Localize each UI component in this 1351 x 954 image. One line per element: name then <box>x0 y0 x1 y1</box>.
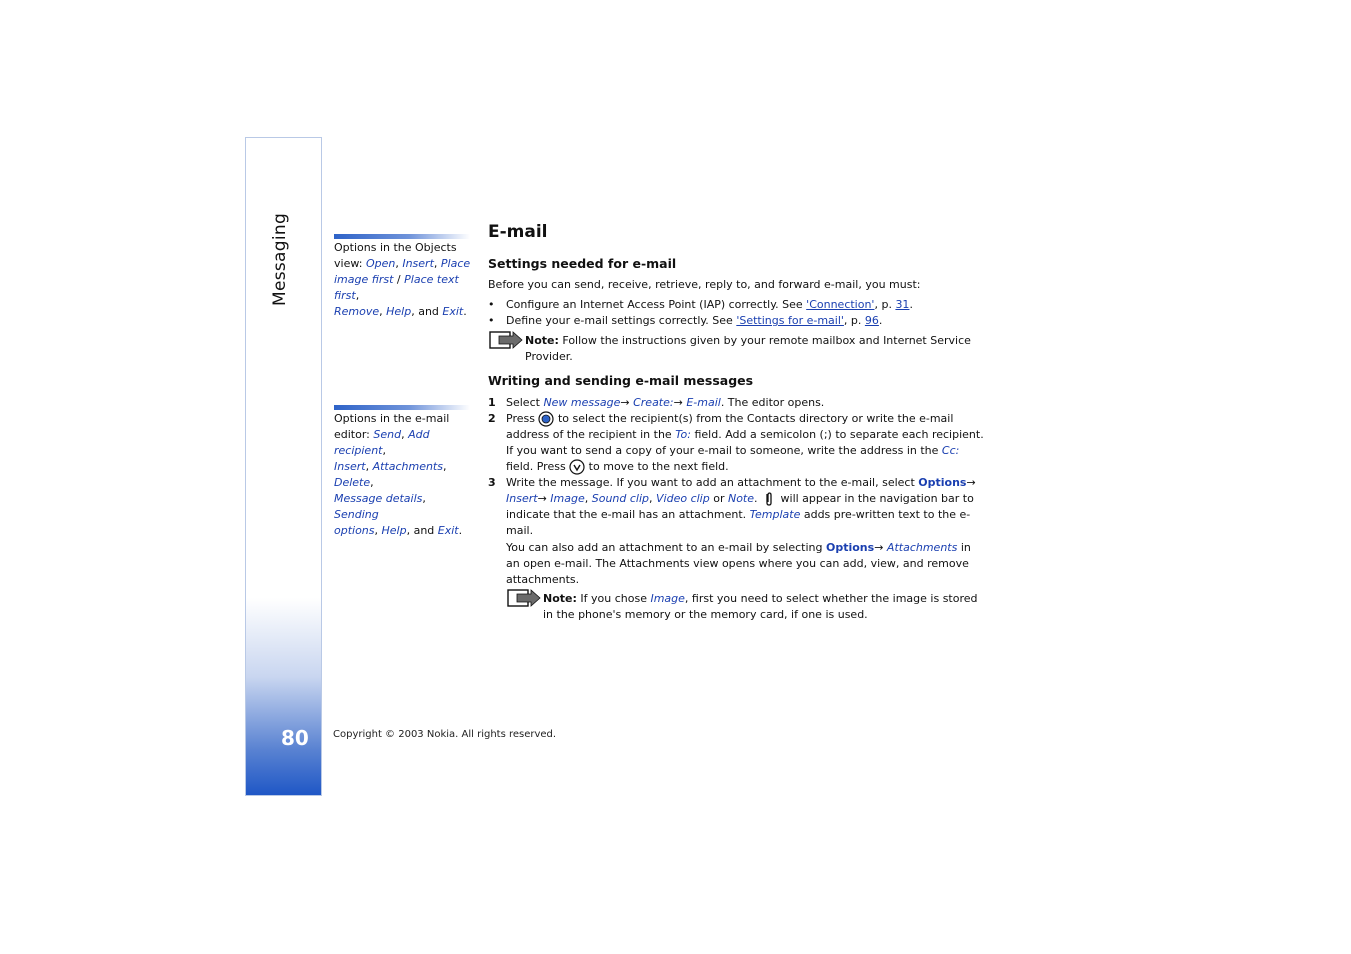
section-tab-title: Messaging <box>270 212 290 306</box>
link-page-31[interactable]: 31 <box>895 298 910 311</box>
list-item: • Configure an Internet Access Point (IAP) correctly. See 'Connection', p. 31. <box>488 298 913 311</box>
step-3-text: attachments. <box>506 573 580 586</box>
option-place-text-first: Place text first <box>334 273 459 302</box>
note-arrow-icon <box>507 589 541 607</box>
note-text: Note: Follow the instructions given by your remote mailbox and Internet Service <box>525 334 971 347</box>
step-3-text: Insert→ Image, Sound clip, Video clip or Note. will appear in the navigation bar to <box>506 492 974 505</box>
option-insert: Insert <box>402 257 434 270</box>
option-exit: Exit <box>442 305 464 318</box>
note-text: view: <box>334 257 366 270</box>
step-2: 2 Press to select the recipient(s) from the Contacts directory or write the e-mail <box>488 412 954 425</box>
option-attachments: Attachments <box>372 460 443 473</box>
sidebar-note-bar <box>334 234 470 239</box>
settings-intro: Before you can send, receive, retrieve, reply to, and forward e-mail, you must: <box>488 278 921 291</box>
joystick-icon <box>569 459 585 475</box>
option-sending: Sending <box>334 508 379 521</box>
section-heading-writing: Writing and sending e-mail messages <box>488 373 754 388</box>
link-settings-for-email[interactable]: 'Settings for e-mail' <box>736 314 844 327</box>
link-page-96[interactable]: 96 <box>864 314 879 327</box>
option-open: Open <box>365 257 396 270</box>
step-2-text: field. Press to move to the next field. <box>506 460 729 473</box>
option-send: Send <box>373 428 402 441</box>
note-text: editor: <box>334 428 374 441</box>
option-help: Help <box>386 305 412 318</box>
step-3-text: an open e-mail. The Attachments view opens where you can add, view, and remove <box>506 557 969 570</box>
note-text: Note: If you chose Image, first you need to select whether the image is stored <box>543 592 978 605</box>
option-help: Help <box>381 524 407 537</box>
option-exit: Exit <box>437 524 459 537</box>
note-text: Options in the Objects <box>334 241 457 254</box>
step-2-text: If you want to send a copy of your e-mail to someone, write the address in the Cc: <box>506 444 960 457</box>
option-image-first: image first <box>334 273 394 286</box>
option-insert: Insert <box>334 460 366 473</box>
note-arrow-icon <box>489 331 523 349</box>
note-text: Options in the e-mail <box>334 412 450 425</box>
step-2-text: address of the recipient in the To: field. Add a semicolon (;) to separate each recipient. <box>506 428 984 441</box>
option-place: Place <box>440 257 471 270</box>
option-message-details: Message details <box>334 492 423 505</box>
page-number: 80 <box>281 726 309 750</box>
section-heading-settings: Settings needed for e-mail <box>488 256 677 271</box>
sidebar-note-objects-options: Options in the Objects view: Open, Insert, Place image first / Place text first, Remove, Help, and Exit. <box>334 241 471 318</box>
sidebar-note-bar <box>334 405 470 410</box>
step-3-text: mail. <box>506 524 534 537</box>
copyright: Copyright © 2003 Nokia. All rights reserved. <box>333 729 557 740</box>
paperclip-icon <box>761 491 777 507</box>
note-text: in the phone's memory or the memory card, if one is used. <box>543 608 868 621</box>
option-delete: Delete <box>334 476 371 489</box>
option-add-recipient: Add recipient <box>334 428 430 457</box>
step-3-text: indicate that the e-mail has an attachment. Template adds pre-written text to the e- <box>506 508 971 521</box>
option-sending-options: options <box>334 524 375 537</box>
step-1: 1 Select New message→ Create:→ E-mail. The editor opens. <box>488 396 825 409</box>
step-3-text: You can also add an attachment to an e-mail by selecting Options→ Attachments in <box>506 541 971 554</box>
note-text: Provider. <box>525 350 573 363</box>
joystick-icon <box>538 411 554 427</box>
sidebar-note-editor-options: Options in the e-mail editor: Send, Add recipient, Insert, Attachments, Delete, Message details, Sending options, Help, and Exit. <box>334 412 463 537</box>
list-item: • Define your e-mail settings correctly. See 'Settings for e-mail', p. 96. <box>488 314 883 327</box>
link-connection[interactable]: 'Connection' <box>806 298 875 311</box>
step-3: 3 Write the message. If you want to add an attachment to the e-mail, select Options→ <box>488 476 976 489</box>
option-remove: Remove <box>334 305 380 318</box>
page-title: E-mail <box>488 222 548 242</box>
